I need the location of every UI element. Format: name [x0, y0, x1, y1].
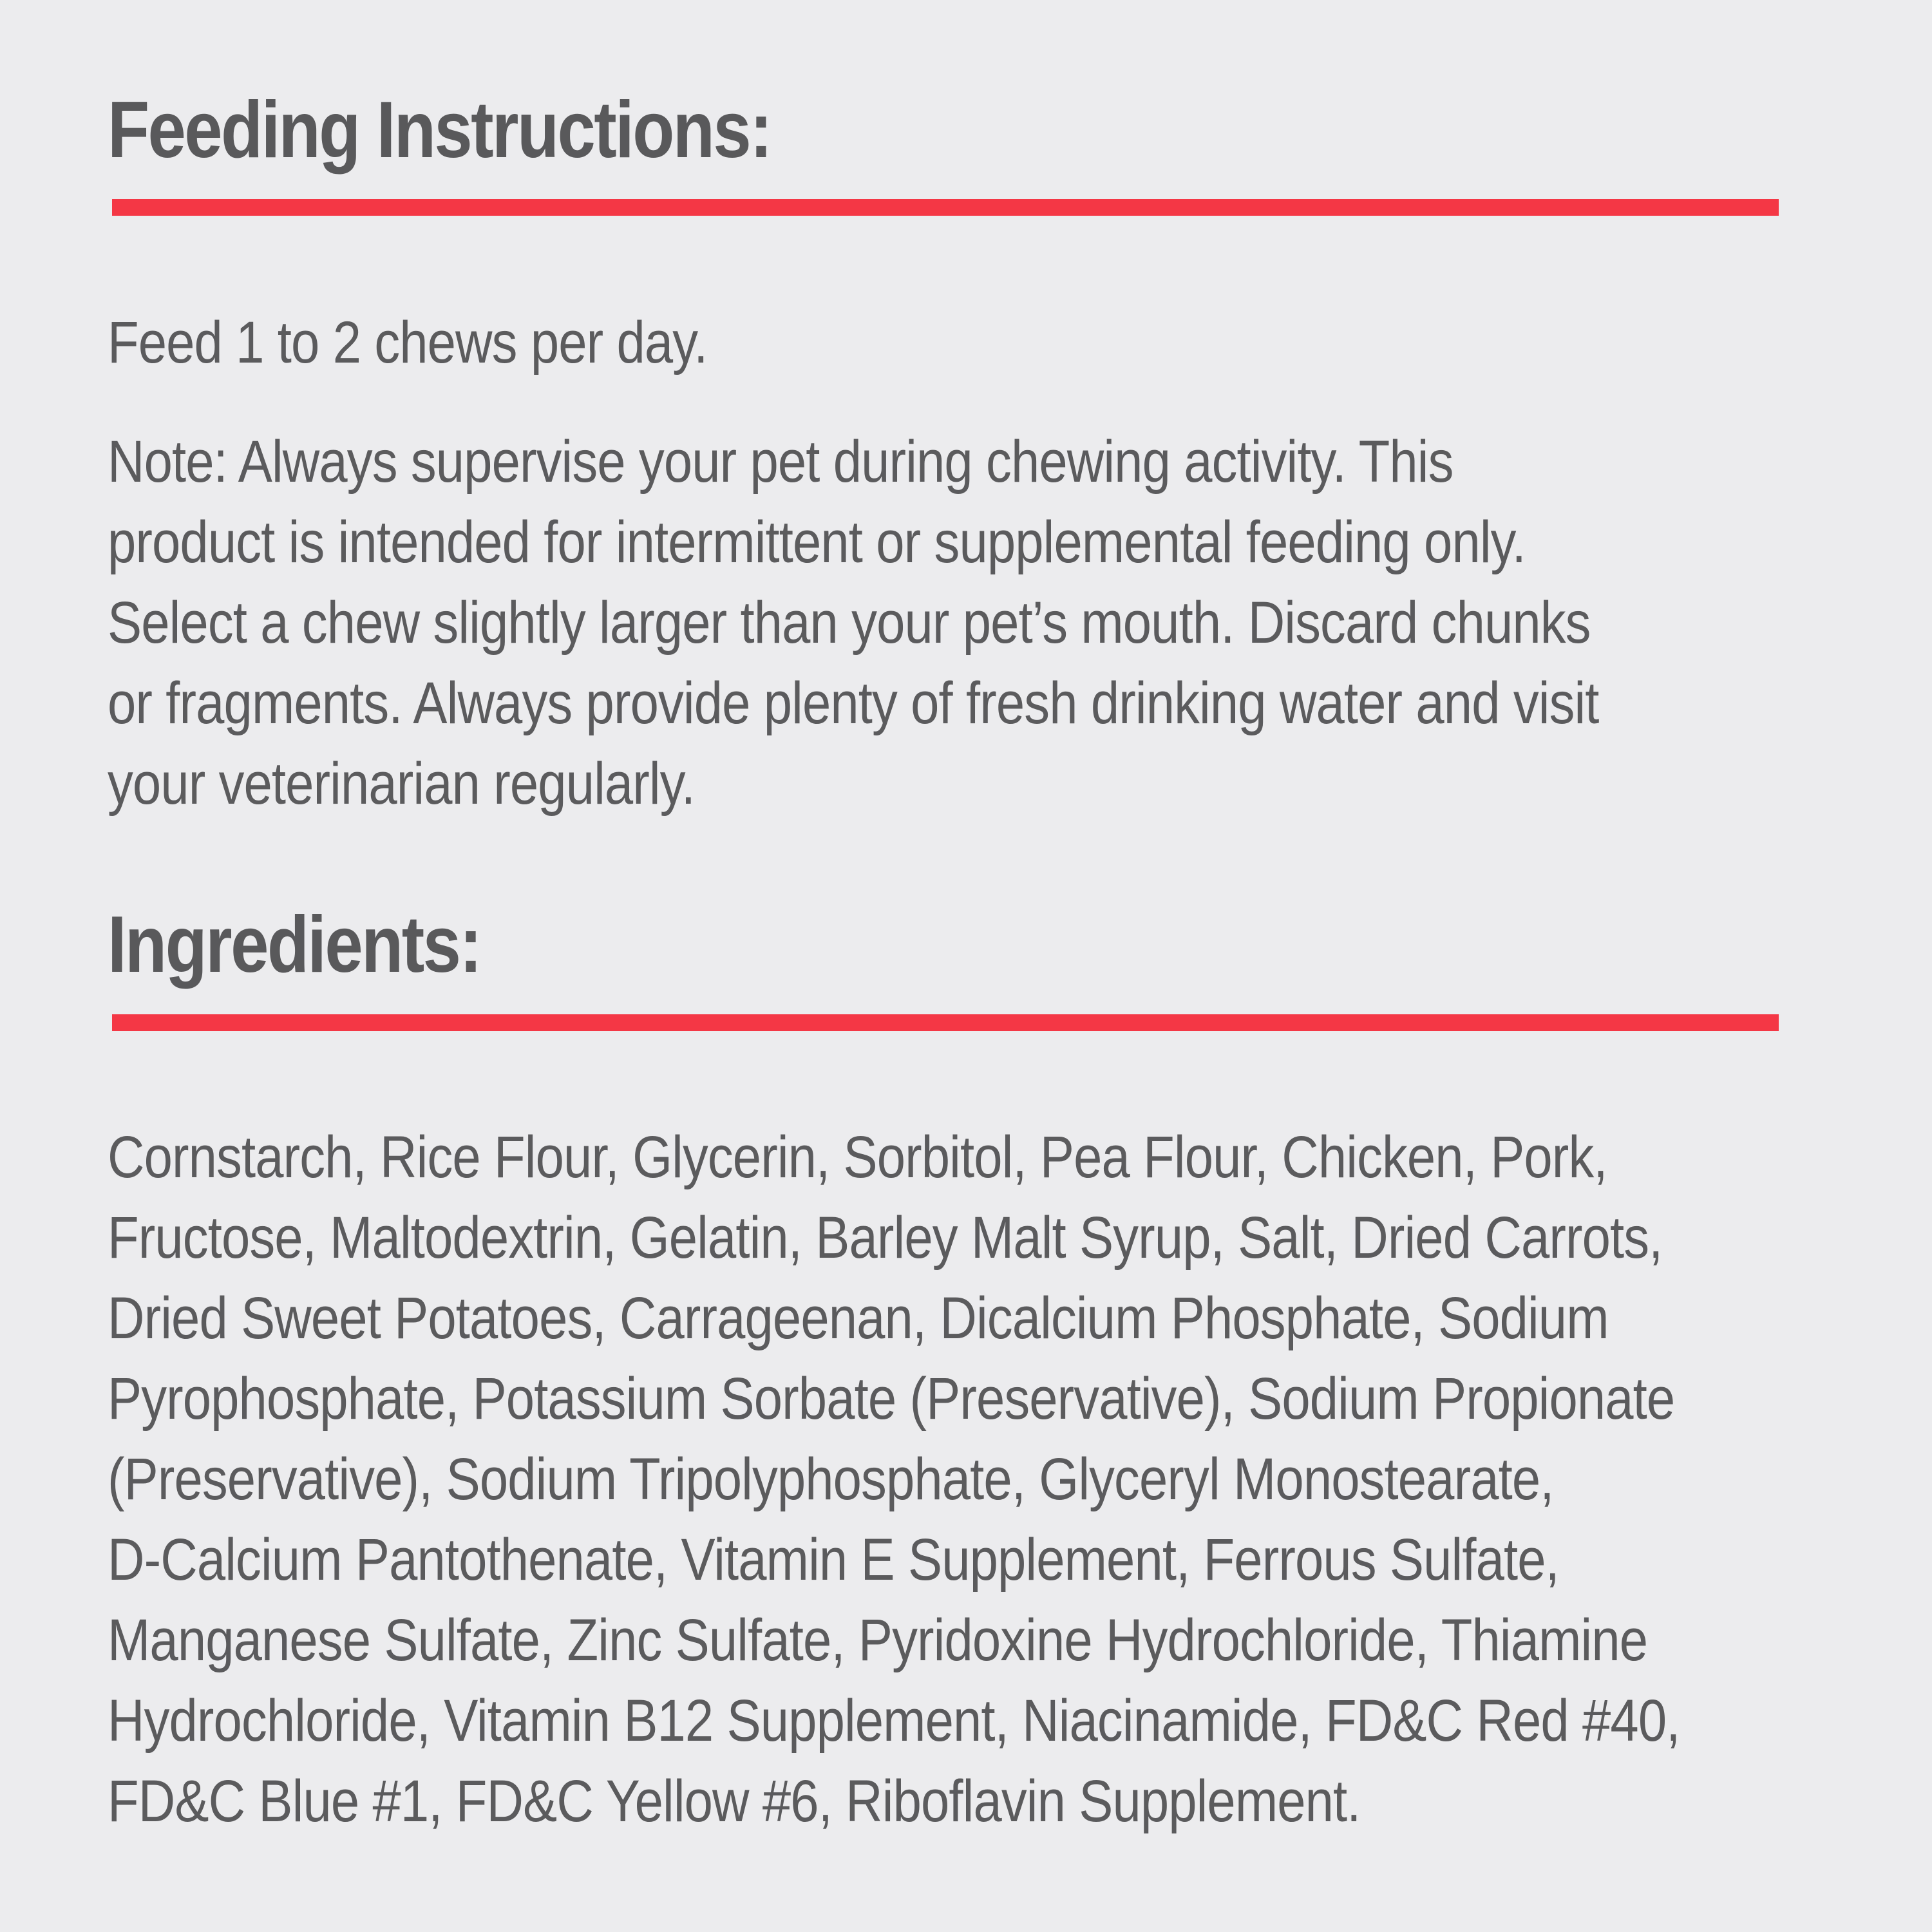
note-line: Select a chew slightly larger than your pet’s mouth. Discard chunks: [108, 590, 1591, 656]
feeding-note-paragraph: [108, 422, 1599, 824]
dosage-line: Feed 1 to 2 chews per day.: [108, 310, 708, 375]
feeding-dosage-text: [108, 303, 708, 383]
note-line: or fragments. Always provide plenty of fresh drinking water and visit: [108, 670, 1599, 736]
ingredients-list-paragraph: [108, 1117, 1680, 1842]
feeding-divider-rule: [112, 199, 1779, 216]
ingredients-line: Manganese Sulfate, Zinc Sulfate, Pyridoxine Hydrochloride, Thiamine: [108, 1607, 1648, 1673]
ingredients-line: (Preservative), Sodium Tripolyphosphate, Glyceryl Monostearate,: [108, 1446, 1554, 1512]
ingredients-line: Fructose, Maltodextrin, Gelatin, Barley Malt Syrup, Salt, Dried Carrots,: [108, 1205, 1663, 1271]
ingredients-line: Hydrochloride, Vitamin B12 Supplement, Niacinamide, FD&C Red #40,: [108, 1688, 1680, 1754]
ingredients-line: Pyrophosphate, Potassium Sorbate (Preservative), Sodium Propionate: [108, 1366, 1675, 1432]
note-line: your veterinarian regularly.: [108, 751, 696, 817]
ingredients-divider-rule: [112, 1014, 1779, 1031]
note-line: Note: Always supervise your pet during chewing activity. This: [108, 429, 1454, 495]
ingredients-line: Cornstarch, Rice Flour, Glycerin, Sorbitol, Pea Flour, Chicken, Pork,: [108, 1124, 1607, 1190]
ingredients-line: Dried Sweet Potatoes, Carrageenan, Dicalcium Phosphate, Sodium: [108, 1285, 1609, 1351]
ingredients-line: FD&C Blue #1, FD&C Yellow #6, Riboflavin Supplement.: [108, 1768, 1361, 1834]
ingredients-heading: Ingredients:: [108, 900, 481, 989]
ingredients-line: D-Calcium Pantothenate, Vitamin E Supplement, Ferrous Sulfate,: [108, 1527, 1559, 1593]
note-line: product is intended for intermittent or supplemental feeding only.: [108, 509, 1526, 575]
feeding-instructions-heading: Feeding Instructions:: [108, 86, 772, 175]
